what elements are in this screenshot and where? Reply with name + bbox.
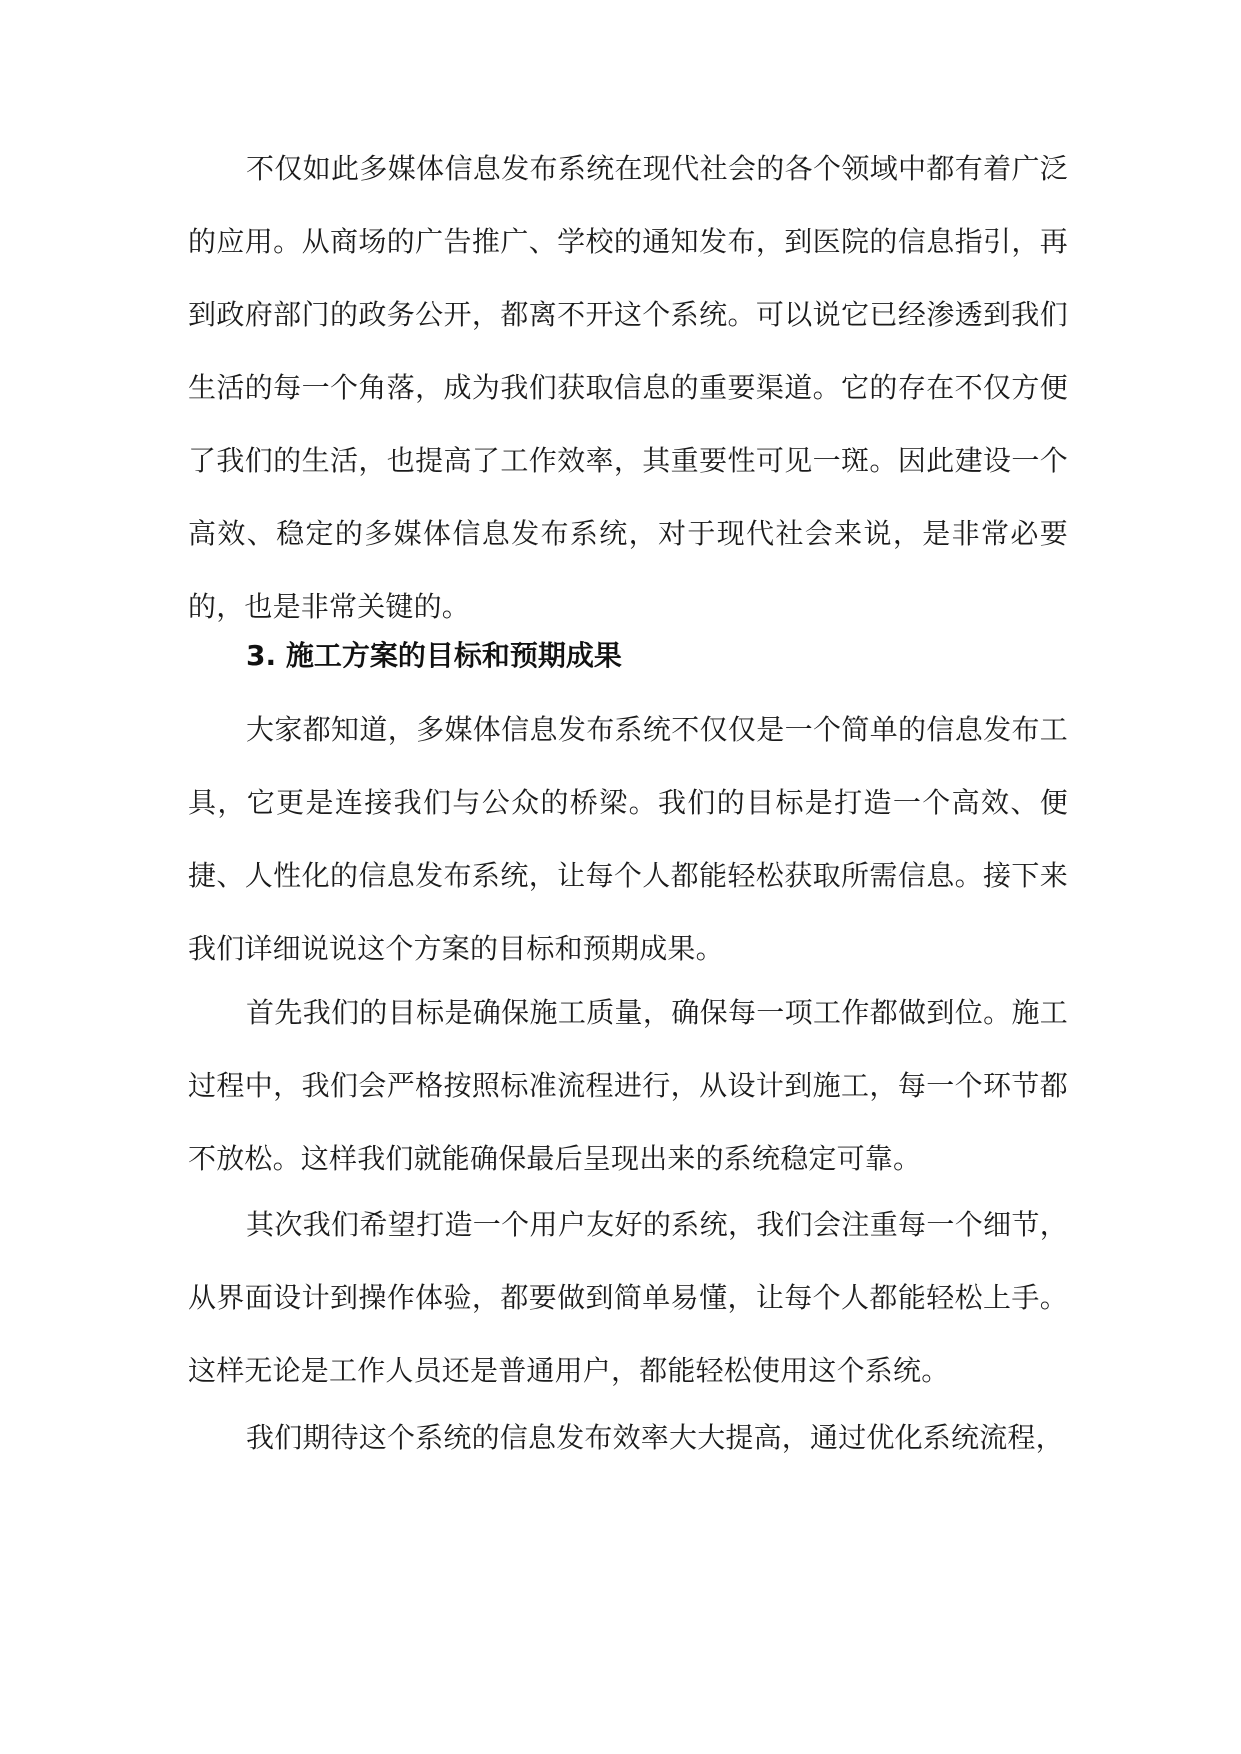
paragraph-goals-intro: 大家都知道，多媒体信息发布系统不仅仅是一个简单的信息发布工具，它更是连接我们与公众的桥梁。我们的目标是打造一个高效、便捷、人性化的信息发布系统，让每个人都能轻松获取所需信息。接下来我们详细说说这个方案的目标和预期成果。 xyxy=(188,713,1068,965)
section-heading: 3. 施工方案的目标和预期成果 xyxy=(246,639,622,672)
paragraph-user-friendly: 其次我们希望打造一个用户友好的系统，我们会注重每一个细节，从界面设计到操作体验，都要做到简单易懂，让每个人都能轻松上手。这样无论是工作人员还是普通用户，都能轻松使用这个系统。 xyxy=(188,1208,1068,1387)
paragraph-system-applications: 不仅如此多媒体信息发布系统在现代社会的各个领域中都有着广泛的应用。从商场的广告推广、学校的通知发布，到医院的信息指引，再到政府部门的政务公开，都离不开这个系统。可以说它已经渗透到我们生活的每一个角落，成为我们获取信息的重要渠道。它的存在不仅方便了我们的生活，也提高了工作效率，其重要性可见一斑。因此建设一个高效、稳定的多媒体信息发布系统，对于现代社会来说，是非常必要的，也是非常关键的。 xyxy=(188,152,1068,623)
paragraph-construction-quality: 首先我们的目标是确保施工质量，确保每一项工作都做到位。施工过程中，我们会严格按照标准流程进行，从设计到施工，每一个环节都不放松。这样我们就能确保最后呈现出来的系统稳定可靠。 xyxy=(188,996,1068,1175)
paragraph-efficiency: 我们期待这个系统的信息发布效率大大提高，通过优化系统流程， xyxy=(246,1421,1064,1454)
